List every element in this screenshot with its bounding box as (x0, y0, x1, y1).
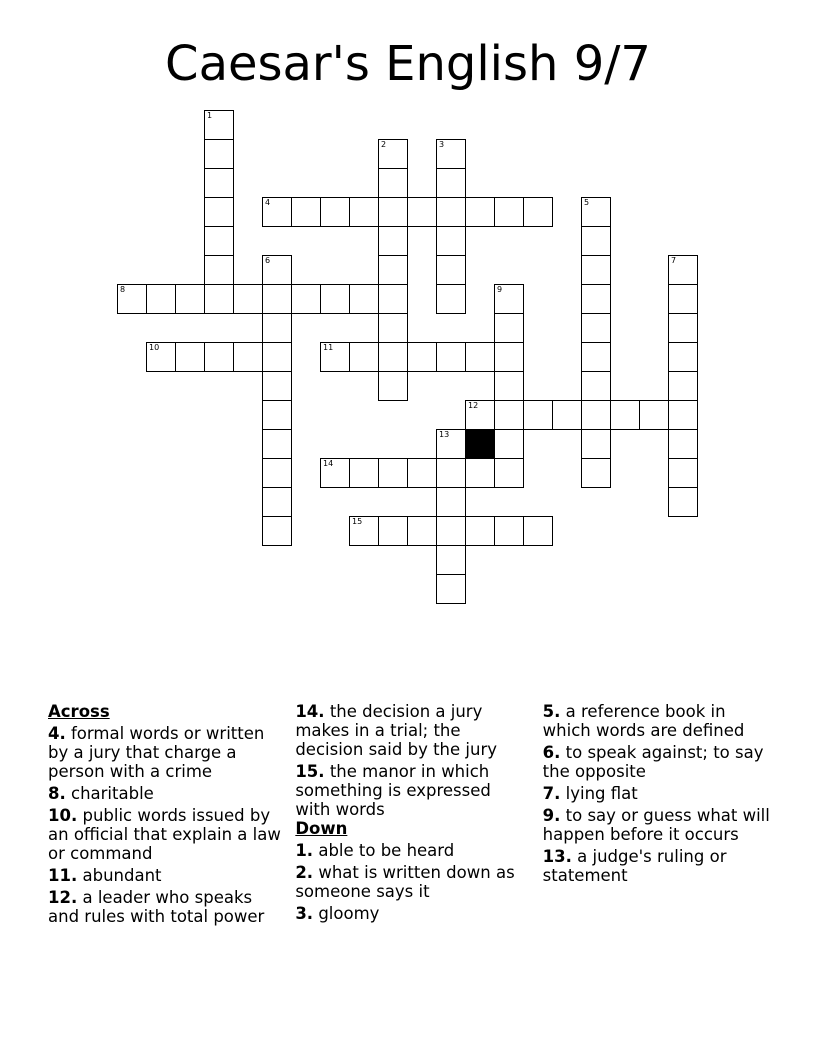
clue-text: gloomy (318, 904, 380, 923)
cell-number: 1 (207, 111, 213, 120)
grid-cell[interactable] (436, 429, 466, 459)
grid-cell[interactable] (581, 197, 611, 227)
grid-cell[interactable] (233, 284, 263, 314)
grid-cell[interactable] (639, 400, 669, 430)
grid-cell[interactable] (436, 226, 466, 256)
grid-cell[interactable] (204, 197, 234, 227)
grid-cell[interactable] (523, 400, 553, 430)
grid-cell[interactable] (668, 284, 698, 314)
black-square (465, 429, 495, 459)
grid-cell[interactable] (668, 400, 698, 430)
grid-cell[interactable] (581, 255, 611, 285)
grid-cell[interactable] (262, 516, 292, 546)
grid-cell[interactable] (262, 313, 292, 343)
grid-cell[interactable] (494, 458, 524, 488)
grid-cell[interactable] (581, 458, 611, 488)
grid-cell[interactable] (378, 458, 408, 488)
grid-cell[interactable] (668, 255, 698, 285)
grid-cell[interactable] (233, 342, 263, 372)
grid-cell[interactable] (378, 226, 408, 256)
grid-cell[interactable] (494, 313, 524, 343)
cell-number: 14 (323, 459, 334, 468)
grid-cell[interactable] (494, 284, 524, 314)
grid-cell[interactable] (378, 255, 408, 285)
cell-number: 6 (265, 256, 271, 265)
cell-number: 7 (671, 256, 677, 265)
grid-cell[interactable] (262, 342, 292, 372)
down-clue (295, 841, 530, 860)
clue-text: a judge's ruling or statement (542, 847, 727, 885)
grid-cell[interactable] (407, 342, 437, 372)
clue-number: 9. (542, 806, 561, 825)
across-clue (295, 702, 530, 759)
grid-cell[interactable] (291, 284, 321, 314)
grid-cell[interactable] (494, 371, 524, 401)
grid-cell[interactable] (378, 197, 408, 227)
grid-cell[interactable] (436, 284, 466, 314)
grid-cell[interactable] (204, 168, 234, 198)
grid-cell[interactable] (320, 284, 350, 314)
grid-cell[interactable] (117, 284, 147, 314)
across-clue (48, 806, 283, 863)
puzzle-title: Caesar's English 9/7 (165, 36, 651, 92)
grid-cell[interactable] (204, 110, 234, 140)
grid-cell[interactable] (494, 400, 524, 430)
clue-number: 13. (542, 847, 572, 866)
across-clue (48, 888, 283, 926)
clue-text: what is written down as someone says it (295, 863, 515, 901)
grid-cell[interactable] (407, 197, 437, 227)
grid-cell[interactable] (465, 197, 495, 227)
grid-cell[interactable] (465, 400, 495, 430)
grid-cell[interactable] (204, 342, 234, 372)
clue-text: charitable (71, 784, 154, 803)
down-clue (543, 847, 778, 885)
clue-number: 7. (542, 784, 561, 803)
cell-number: 12 (468, 401, 479, 410)
cell-number: 5 (584, 198, 590, 207)
across-clue (295, 762, 530, 819)
grid-cell[interactable] (494, 342, 524, 372)
grid-cell[interactable] (378, 342, 408, 372)
grid-cell[interactable] (146, 284, 176, 314)
clue-text: lying flat (565, 784, 638, 803)
grid-cell[interactable] (494, 197, 524, 227)
grid-cell[interactable] (262, 284, 292, 314)
clue-text: a reference book in which words are defined (542, 702, 745, 740)
grid-cell[interactable] (465, 458, 495, 488)
grid-cell[interactable] (378, 139, 408, 169)
grid-cell[interactable] (552, 400, 582, 430)
grid-cell[interactable] (407, 516, 437, 546)
grid-cell[interactable] (436, 255, 466, 285)
grid-cell[interactable] (581, 226, 611, 256)
grid-cell[interactable] (668, 371, 698, 401)
clue-number: 1. (295, 841, 314, 860)
grid-cell[interactable] (262, 197, 292, 227)
clue-text: to speak against; to say the opposite (542, 743, 764, 781)
grid-cell[interactable] (668, 313, 698, 343)
clue-number: 15. (295, 762, 325, 781)
grid-cell[interactable] (349, 284, 379, 314)
grid-cell[interactable] (378, 516, 408, 546)
cell-number: 2 (381, 140, 387, 149)
across-clue (48, 866, 283, 885)
grid-cell[interactable] (465, 516, 495, 546)
grid-cell[interactable] (581, 371, 611, 401)
grid-cell[interactable] (349, 516, 379, 546)
clue-text: to say or guess what will happen before it occurs (542, 806, 770, 844)
clue-number: 5. (542, 702, 561, 721)
clue-number: 12. (48, 888, 78, 907)
grid-cell[interactable] (668, 487, 698, 517)
cell-number: 10 (149, 343, 160, 352)
clue-number: 14. (295, 702, 325, 721)
grid-cell[interactable] (494, 429, 524, 459)
clue-text: able to be heard (318, 841, 455, 860)
grid-cell[interactable] (262, 487, 292, 517)
cell-number: 9 (497, 285, 503, 294)
cell-number: 13 (439, 430, 450, 439)
grid-cell[interactable] (436, 342, 466, 372)
clue-number: 10. (48, 806, 78, 825)
clue-number: 4. (48, 724, 66, 743)
grid-cell[interactable] (436, 197, 466, 227)
grid-cell[interactable] (378, 168, 408, 198)
grid-cell[interactable] (465, 342, 495, 372)
grid-cell[interactable] (581, 313, 611, 343)
grid-cell[interactable] (349, 458, 379, 488)
grid-cell[interactable] (349, 342, 379, 372)
clue-number: 3. (295, 904, 314, 923)
down-clue (543, 743, 778, 781)
grid-cell[interactable] (668, 458, 698, 488)
clue-text: the manor in which something is expressed with words (295, 762, 491, 819)
grid-cell[interactable] (349, 197, 379, 227)
grid-cell[interactable] (668, 429, 698, 459)
grid-cell[interactable] (262, 400, 292, 430)
down-clue (543, 784, 778, 803)
cell-number: 11 (323, 343, 334, 352)
clue-number: 11. (48, 866, 78, 885)
grid-cell[interactable] (175, 284, 205, 314)
grid-cell[interactable] (291, 197, 321, 227)
across-clue (48, 784, 283, 803)
grid-cell[interactable] (204, 284, 234, 314)
clue-text: the decision a jury makes in a trial; the decision said by the jury (295, 702, 497, 759)
down-clue (295, 863, 530, 901)
across-clue (48, 724, 283, 781)
grid-cell[interactable] (610, 400, 640, 430)
grid-cell[interactable] (320, 197, 350, 227)
grid-cell[interactable] (378, 313, 408, 343)
clue-number: 6. (542, 743, 561, 762)
grid-cell[interactable] (436, 139, 466, 169)
grid-cell[interactable] (320, 458, 350, 488)
cell-number: 8 (120, 285, 126, 294)
grid-cell[interactable] (204, 255, 234, 285)
down-clue (543, 806, 778, 844)
grid-cell[interactable] (262, 255, 292, 285)
grid-cell[interactable] (436, 545, 466, 575)
grid-cell[interactable] (436, 168, 466, 198)
grid-cell[interactable] (146, 342, 176, 372)
grid-cell[interactable] (378, 284, 408, 314)
grid-cell[interactable] (523, 516, 553, 546)
grid-cell[interactable] (581, 284, 611, 314)
clue-text: public words issued by an official that explain a law or command (48, 806, 281, 863)
grid-cell[interactable] (581, 342, 611, 372)
grid-cell[interactable] (523, 197, 553, 227)
grid-cell[interactable] (204, 226, 234, 256)
grid-cell[interactable] (320, 342, 350, 372)
clue-text: formal words or written by a jury that charge a person with a crime (48, 724, 265, 781)
clue-list (48, 702, 778, 962)
grid-cell[interactable] (175, 342, 205, 372)
clue-number: 8. (48, 784, 66, 803)
grid-cell[interactable] (262, 429, 292, 459)
cell-number: 3 (439, 140, 445, 149)
clue-text: a leader who speaks and rules with total power (48, 888, 265, 926)
grid-cell[interactable] (436, 574, 466, 604)
clue-text: abundant (82, 866, 162, 885)
grid-cell[interactable] (262, 371, 292, 401)
cell-number: 15 (352, 517, 363, 526)
grid-cell[interactable] (378, 371, 408, 401)
grid-cell[interactable] (581, 429, 611, 459)
down-heading: Down (295, 819, 348, 838)
grid-cell[interactable] (581, 400, 611, 430)
grid-cell[interactable] (436, 487, 466, 517)
grid-cell[interactable] (668, 342, 698, 372)
across-heading: Across (48, 702, 110, 721)
grid-cell[interactable] (494, 516, 524, 546)
grid-cell[interactable] (204, 139, 234, 169)
cell-number: 4 (265, 198, 271, 207)
grid-cell[interactable] (436, 516, 466, 546)
grid-cell[interactable] (407, 458, 437, 488)
grid-cell[interactable] (436, 458, 466, 488)
down-clue (295, 904, 530, 923)
grid-cell[interactable] (262, 458, 292, 488)
clue-number: 2. (295, 863, 314, 882)
down-clue (543, 702, 778, 740)
